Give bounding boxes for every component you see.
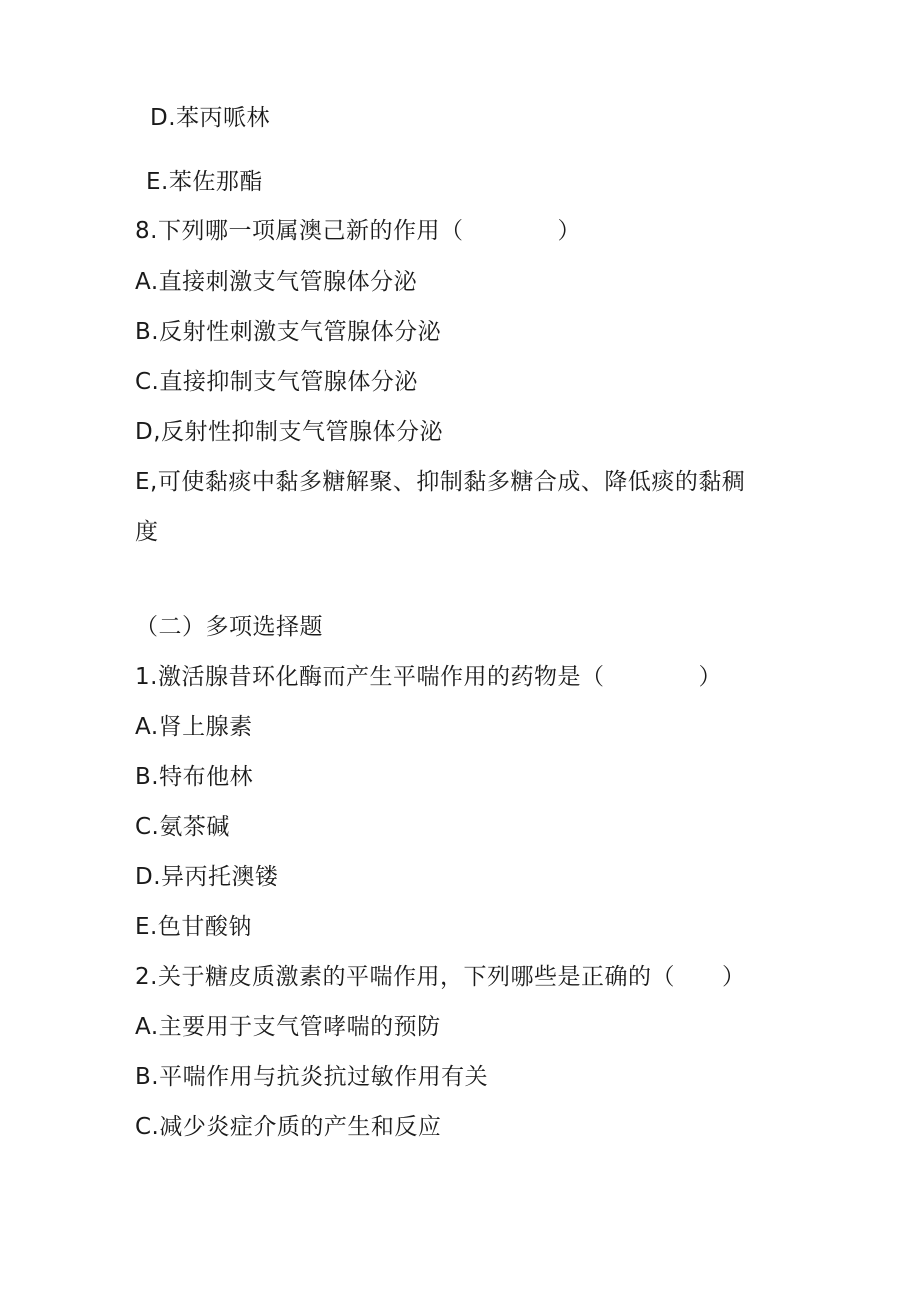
- option-line: E,可使黏痰中黏多糖解聚、抑制黏多糖合成、降低痰的黏稠: [135, 469, 746, 495]
- option-line: A.肾上腺素: [135, 714, 253, 740]
- option-line: D.异丙托澳镂: [135, 864, 279, 890]
- option-line: B.平喘作用与抗炎抗过敏作用有关: [135, 1064, 489, 1090]
- option-line: C.减少炎症介质的产生和反应: [135, 1114, 442, 1140]
- option-line: A.主要用于支气管哮喘的预防: [135, 1014, 441, 1040]
- option-line: E.色甘酸钠: [135, 914, 252, 940]
- question-line: 1.激活腺昔环化酶而产生平喘作用的药物是（ ）: [135, 664, 722, 690]
- question-line: 2.关于糖皮质激素的平喘作用，下列哪些是正确的（ ）: [135, 964, 746, 990]
- option-line: E.苯佐那酯: [146, 169, 263, 195]
- option-line: B.特布他林: [135, 764, 254, 790]
- option-line: D.苯丙哌林: [150, 105, 271, 131]
- option-line: D,反射性抑制支气管腺体分泌: [135, 419, 444, 445]
- option-line-continuation: 度: [135, 519, 159, 545]
- question-line: 8.下列哪一项属澳己新的作用（ ）: [135, 218, 581, 244]
- section-heading: （二）多项选择题: [135, 614, 323, 640]
- option-line: C.氨茶碱: [135, 814, 230, 840]
- option-line: B.反射性刺激支气管腺体分泌: [135, 319, 442, 345]
- option-line: C.直接抑制支气管腺体分泌: [135, 369, 418, 395]
- option-line: A.直接刺激支气管腺体分泌: [135, 269, 418, 295]
